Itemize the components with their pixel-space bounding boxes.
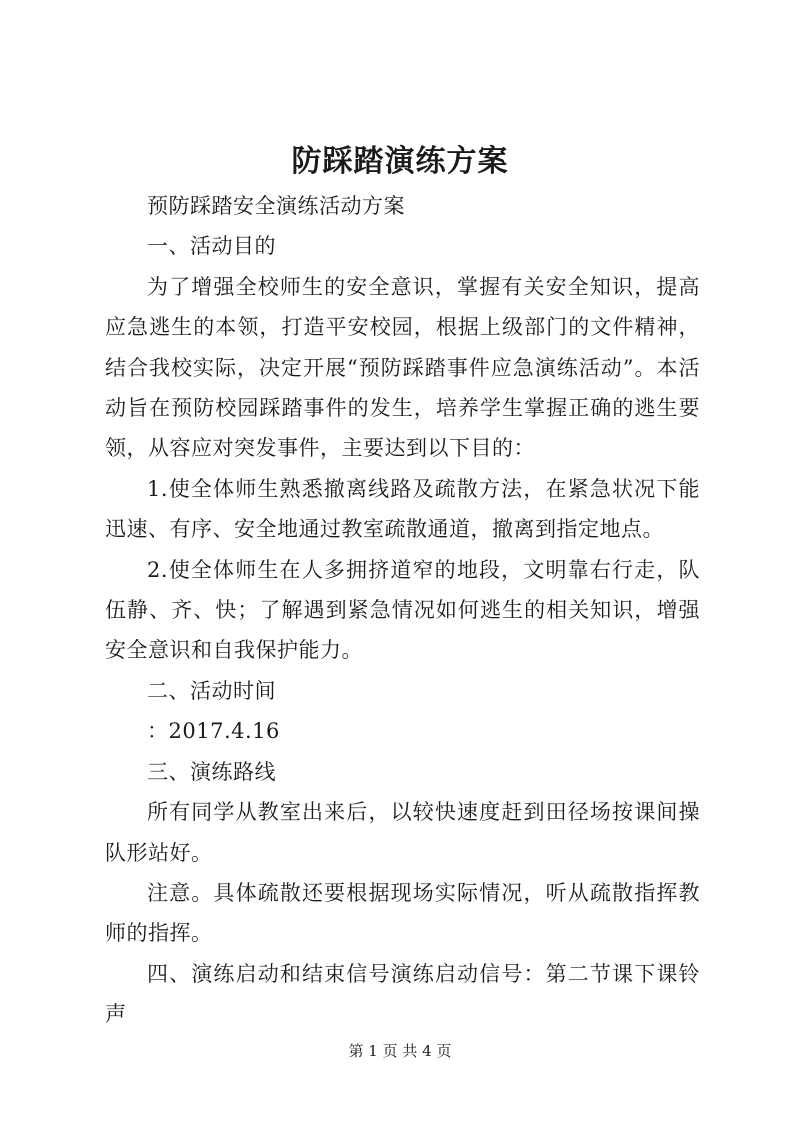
paragraph-heading-time: 二、活动时间 (147, 678, 276, 703)
paragraph-heading-route: 三、演练路线 (147, 759, 276, 784)
document-title: 防踩踏演练方案 (291, 144, 509, 179)
paragraph-heading-purpose: 一、活动目的 (147, 234, 276, 259)
page-number-label: 第 1 页 共 4 页 (348, 1042, 452, 1060)
paragraph-heading-signal: 四、演练启动和结束信号演练启动信号：第二节课下课铃声 (105, 961, 700, 1027)
paragraph-item-1: 1.使全体师生熟悉撤离线路及疏散方法，在紧急状况下能迅速、有序、安全地通过教室疏散通道，撤离到指定地点。 (105, 476, 700, 542)
document-body (105, 186, 700, 1035)
paragraph-route-text: 所有同学从教室出来后，以较快速度赶到田径场按课间操队形站好。 (105, 800, 700, 865)
paragraph-item-2: 2.使全体师生在人多拥挤道窄的地段，文明靠右行走，队伍静、齐、快；了解遇到紧急情况如何逃生的相关知识，增强安全意识和自我保护能力。 (105, 557, 700, 663)
page-footer (0, 1040, 800, 1062)
paragraph-date: ：2017.4.16 (147, 719, 280, 744)
paragraph-note: 注意。具体疏散还要根据现场实际情况，听从疏散指挥教师的指挥。 (105, 880, 700, 946)
paragraph-subtitle: 预防踩踏安全演练活动方案 (147, 194, 405, 218)
paragraph-purpose-text: 为了增强全校师生的安全意识，掌握有关安全知识，提高应急逃生的本领，打造平安校园，根据上级部门的文件精神，结合我校实际，决定开展“预防踩踏事件应急演练活动”。本活动旨在预防校园踩踏事件的发生，培养学生掌握正确的逃生要领，从容应对突发事件，主要达到以下目的： (105, 274, 700, 461)
